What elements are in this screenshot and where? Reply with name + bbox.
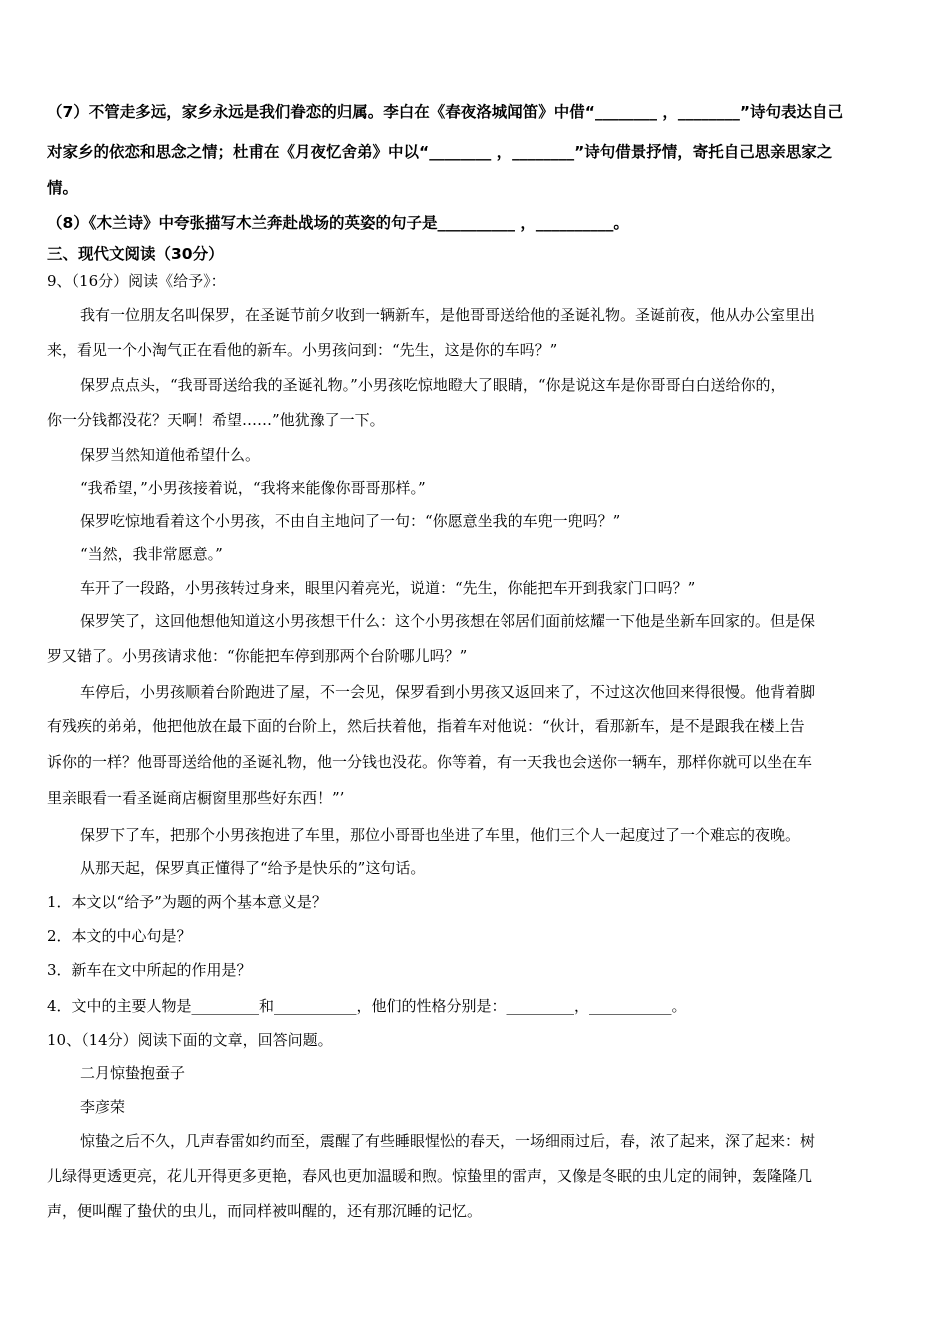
q7-line-2: 对家乡的依恋和思念之情；杜甫在《月夜忆舍弟》中以“________ ，________”诗句借景抒情，寄托自己思亲思家之 — [47, 143, 833, 161]
q9-question: 1．本文以“给予”为题的两个基本意义是？ — [47, 893, 327, 911]
q9-paragraph: 车开了一段路，小男孩转过身来，眼里闪着亮光，说道：“先生，你能把车开到我家门口吗？” — [80, 579, 696, 597]
q9-paragraph: “当然，我非常愿意。” — [80, 545, 223, 563]
section-3-title: 三、现代文阅读（30分） — [47, 245, 224, 263]
q9-paragraph: 罗又错了。小男孩请求他：“你能把车停到那两个台阶哪儿吗？” — [47, 647, 468, 665]
q10-paragraph: 惊蛰之后不久，几声春雷如约而至，震醒了有些睡眼惺忪的春天，一场细雨过后，春，浓了起来，深了起来：树 — [80, 1132, 816, 1150]
q8-line: （8）《木兰诗》中夸张描写木兰奔赴战场的英姿的句子是__________ ，__________。 — [47, 214, 629, 232]
q9-paragraph: 保罗点点头，“我哥哥送给我的圣诞礼物。”小男孩吃惊地瞪大了眼睛，“你是说这车是你哥哥白白送给你的， — [80, 376, 786, 394]
q9-question: 3．新车在文中所起的作用是？ — [47, 961, 252, 979]
q9-heading: 9、（16分）阅读《给予》： — [47, 272, 226, 290]
q9-paragraph: 里亲眼看一看圣诞商店橱窗里那些好东西！”’ — [47, 789, 345, 807]
q9-paragraph: 保罗当然知道他希望什么。 — [80, 446, 261, 464]
q9-paragraph: 我有一位朋友名叫保罗，在圣诞节前夕收到一辆新车，是他哥哥送给他的圣诞礼物。圣诞前夜，他从办公室里出 — [80, 306, 816, 324]
q9-paragraph: 保罗下了车，把那个小男孩抱进了车里，那位小哥哥也坐进了车里，他们三个人一起度过了一个难忘的夜晚。 — [80, 826, 801, 844]
q10-paragraph: 儿绿得更透更亮，花儿开得更多更艳，春风也更加温暖和煦。惊蛰里的雷声，又像是冬眠的虫儿定的闹钟，轰隆隆几 — [47, 1167, 813, 1185]
q9-paragraph: 从那天起，保罗真正懂得了“给予是快乐的”这句话。 — [80, 859, 426, 877]
q9-paragraph: 你一分钱都没花？天啊！希望……”他犹豫了一下。 — [47, 411, 385, 429]
q9-paragraph: 保罗吃惊地看着这个小男孩，不由自主地问了一句：“你愿意坐我的车兜一兜吗？” — [80, 512, 621, 530]
q10-article-title: 二月惊蛰抱蚕子 — [80, 1064, 186, 1082]
q7-line-3: 情。 — [47, 179, 79, 197]
q10-heading: 10、（14分）阅读下面的文章，回答问题。 — [47, 1031, 333, 1049]
q9-paragraph: “我希望，”小男孩接着说，“我将来能像你哥哥那样。” — [80, 479, 426, 497]
q9-paragraph: 诉你的一样？他哥哥送给他的圣诞礼物，他一分钱也没花。你等着，有一天我也会送你一辆车，那样你就可以坐在车 — [47, 753, 813, 771]
q10-author: 李彦荣 — [80, 1098, 126, 1116]
q9-paragraph: 车停后，小男孩顺着台阶跑进了屋，不一会见，保罗看到小男孩又返回来了，不过这次他回来得很慢。他背着脚 — [80, 683, 816, 701]
q7-line-1: （7）不管走多远，家乡永远是我们眷恋的归属。李白在《春夜洛城闻笛》中借“________ ，________”诗句表达自己 — [47, 103, 844, 121]
q9-question: 2．本文的中心句是？ — [47, 927, 192, 945]
q10-paragraph: 声，便叫醒了蛰伏的虫儿，而同样被叫醒的，还有那沉睡的记忆。 — [47, 1202, 483, 1220]
q9-paragraph: 来，看见一个小淘气正在看他的新车。小男孩问到：“先生，这是你的车吗？” — [47, 341, 558, 359]
q9-paragraph: 有残疾的弟弟，他把他放在最下面的台阶上，然后扶着他，指着车对他说：“伙计，看那新车，是不是跟我在楼上告 — [47, 717, 805, 735]
q9-paragraph: 保罗笑了，这回他想他知道这小男孩想干什么：这个小男孩想在邻居们面前炫耀一下他是坐新车回家的。但是保 — [80, 612, 816, 630]
q9-question: 4．文中的主要人物是_________和___________，他们的性格分别是：_________，___________。 — [47, 997, 687, 1015]
